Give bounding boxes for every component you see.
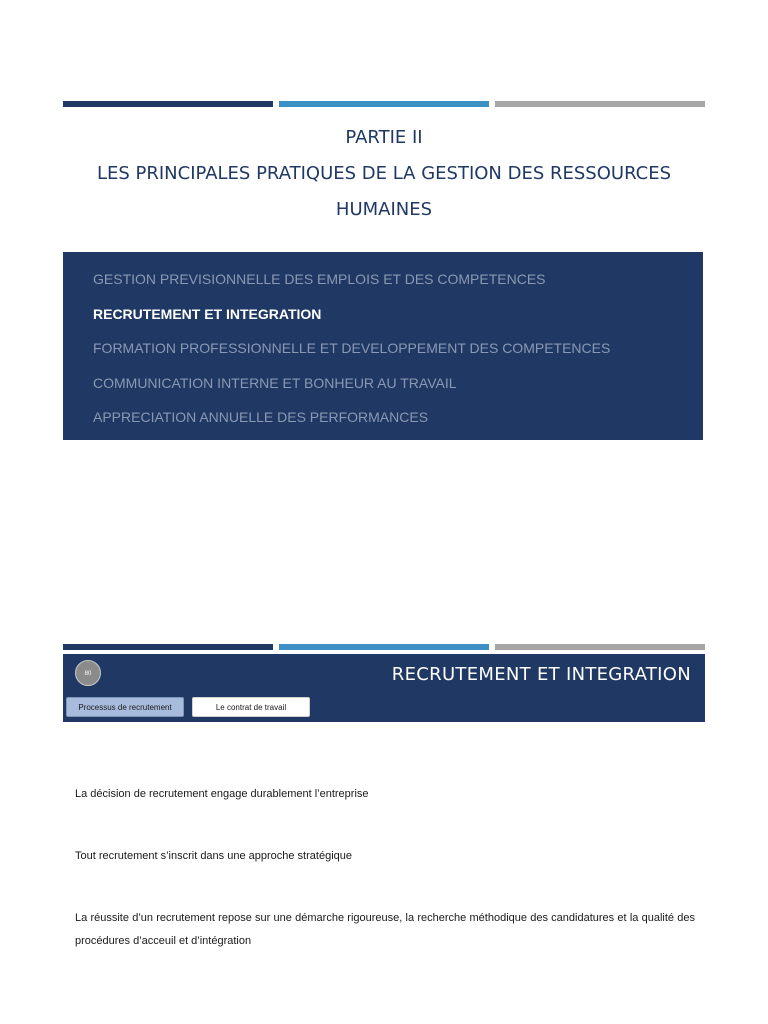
part-title-line-3: HUMAINES [335,199,433,220]
agenda-item-appreciation: APPRECIATION ANNUELLE DES PERFORMANCES [93,409,429,426]
divider-segment-gray [495,101,705,107]
part-title [63,120,705,228]
part-title-line-2: LES PRINCIPALES PRATIQUES DE LA GESTION DES RESSOURCES [96,163,672,184]
top-divider-bar [63,101,705,107]
part-title-line-1: PARTIE II [345,127,423,148]
agenda-item-communication: COMMUNICATION INTERNE ET BONHEUR AU TRAVAIL [93,374,457,391]
divider-segment-navy [63,644,273,650]
tab-le-contrat-de-travail[interactable]: Le contrat de travail [192,697,310,717]
divider-segment-navy [63,101,273,107]
paragraph-reussite: La réussite d’un recrutement repose sur une démarche rigoureuse, la recherche méthodique des candidatures et la qualité des procédures d’acceuil et d’intégration [75,912,695,947]
paragraph-strategie: Tout recrutement s’inscrit dans une approche stratégique [75,850,352,862]
slide-divider-bar [63,644,705,650]
agenda-item-formation: FORMATION PROFESSIONNELLE ET DEVELOPPEMENT DES COMPETENCES [93,340,611,357]
paragraph-decision: La décision de recrutement engage durablement l’entreprise [75,788,369,800]
tab-processus-de-recrutement[interactable]: Processus de recrutement [66,697,184,717]
divider-segment-blue [279,644,489,650]
slide-title: RECRUTEMENT ET INTEGRATION [391,664,691,685]
agenda-list [63,252,703,435]
slide-header [63,654,705,722]
divider-segment-gray [495,644,705,650]
page-number-badge: 80 [75,660,101,686]
agenda-box [63,252,703,440]
divider-segment-blue [279,101,489,107]
agenda-item-gpec: GESTION PREVISIONNELLE DES EMPLOIS ET DES COMPETENCES [93,271,546,287]
agenda-item-recrutement: RECRUTEMENT ET INTEGRATION [93,305,322,322]
